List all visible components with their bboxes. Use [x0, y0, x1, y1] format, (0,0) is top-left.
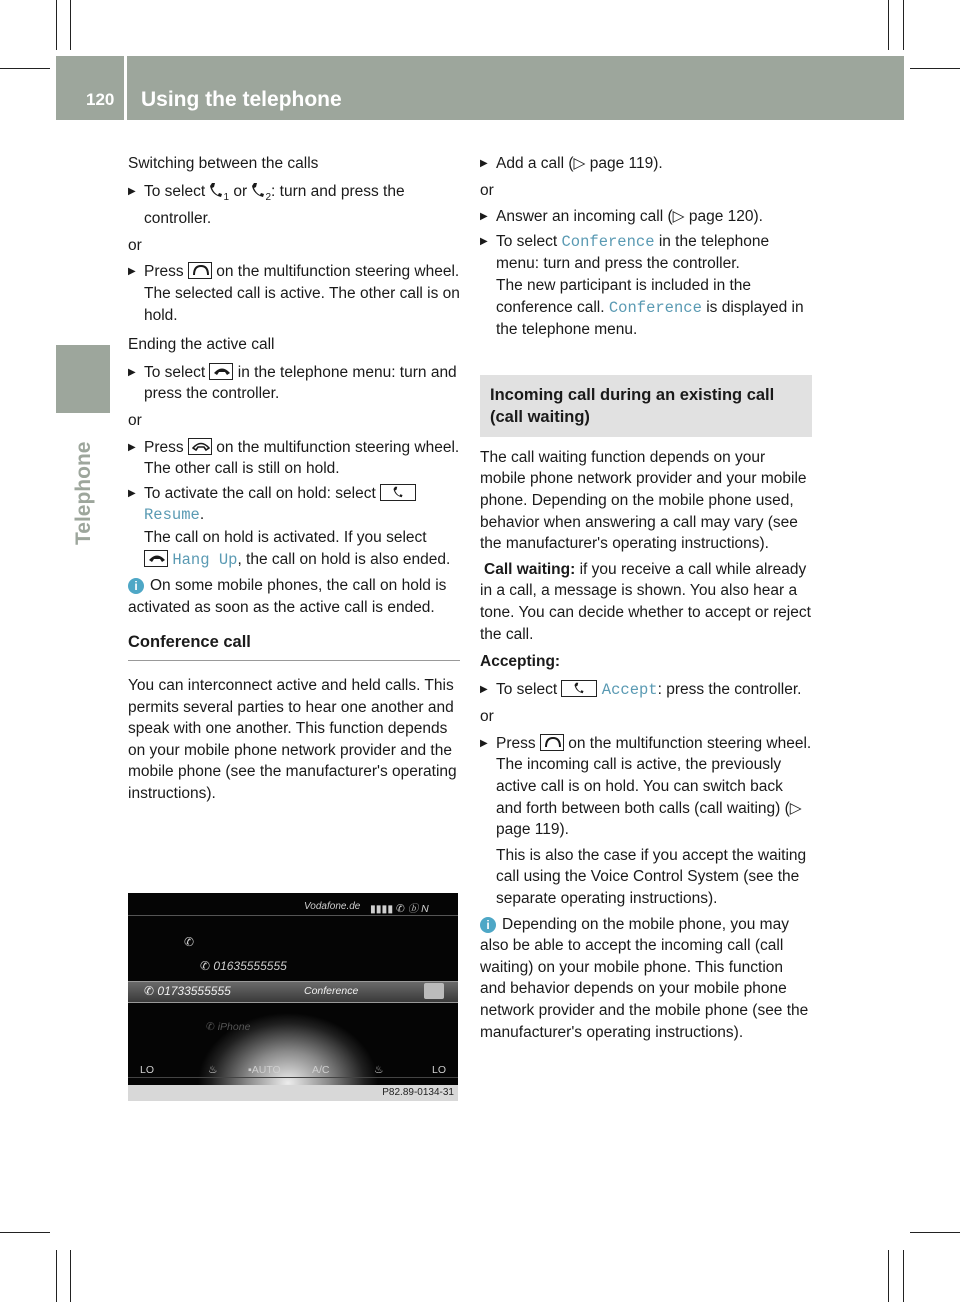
image-ref-code: P82.89-0134-31 [382, 1087, 454, 1098]
info-note [128, 575, 460, 618]
text: in the telephone menu: turn and press the controller. [144, 363, 457, 403]
text: AUTO [251, 1064, 281, 1076]
info-note [480, 914, 812, 1044]
device-name [206, 1021, 250, 1033]
text: or [233, 182, 248, 200]
text: 01733555555 [157, 984, 231, 998]
ac-indicator: A/C [312, 1064, 330, 1076]
hang-up-menu-item: Hang Up [172, 550, 238, 569]
crop-mark [56, 1250, 57, 1302]
signal-indicator: ▮▮▮▮ ✆ ⓑ N [370, 903, 429, 915]
text: To activate the call on hold: select [144, 484, 376, 502]
held-call-number [200, 959, 287, 973]
crop-mark [888, 1250, 889, 1302]
list-item [128, 362, 460, 405]
crop-mark [70, 0, 71, 50]
text: Press [144, 263, 184, 281]
crop-mark [903, 1250, 904, 1302]
text: if you receive a call while already in a call, a message is shown. You also hear a tone. You can decide whether to accept or reject the call. [480, 560, 811, 643]
section-heading-box: Incoming call during an existing call (call waiting) [480, 375, 812, 437]
or-text: or [128, 236, 142, 254]
resume-menu-item: Resume [144, 506, 200, 525]
info-icon: i [480, 917, 496, 933]
side-tab-block [56, 345, 110, 413]
conference-menu-item: Conference [608, 298, 702, 317]
list-item [480, 679, 812, 702]
crop-mark [0, 1232, 50, 1233]
crop-mark [888, 0, 889, 50]
crop-mark [903, 0, 904, 50]
climate-line [128, 1077, 458, 1078]
text: To select [144, 363, 206, 381]
phone-handset-icon [380, 484, 416, 501]
text: To select [496, 680, 558, 698]
conference-heading: Conference call [128, 633, 251, 652]
side-tab-label: Telephone [72, 441, 95, 545]
seat-heat-right-icon: ♨ [374, 1064, 384, 1076]
text: Depending on the mobile phone, you may also be able to accept the incoming call (call waiting) on your mobile phone. This function and behavior depends on your mobile phone network provider and the mobile phone (see the manufacturer's operating instructions). [480, 915, 809, 1041]
header-divider [124, 56, 127, 120]
text: The other call is still on hold. [144, 460, 340, 478]
switch-intro: Switching between the calls [128, 155, 319, 172]
text: iPhone [217, 1021, 251, 1033]
phone-icon: ✆ [206, 1021, 218, 1033]
right-column [480, 153, 812, 1043]
left-column [128, 153, 460, 805]
text: The call on hold is activated. If you select [144, 529, 427, 546]
text: The incoming call is active, the previously active call is on hold. You can switch back and forth between both calls (call waiting) (▷ page 119). [496, 756, 802, 839]
page-title: Using the telephone [141, 88, 342, 111]
info-icon: i [128, 578, 144, 594]
or-text: or [480, 181, 494, 199]
text: On some mobile phones, the call on hold is activated as soon as the active call is ended. [128, 577, 447, 616]
text: This is also the case if you accept the waiting call using the Voice Control System (see the separate operating instructions). [496, 846, 807, 908]
text: To select [496, 232, 558, 250]
list-item [128, 437, 460, 480]
end-intro: Ending the active call [128, 336, 275, 354]
provider-name: Vodafone.de [304, 901, 361, 912]
text: To select [144, 182, 206, 200]
temp-left: LO [140, 1064, 155, 1076]
conference-label: Conference [304, 985, 359, 997]
or-text: or [480, 708, 494, 726]
subscript: 1 [223, 191, 230, 203]
text: : press the controller. [657, 680, 802, 698]
text: Press [144, 438, 184, 456]
list-item: ▶ Answer an incoming call (▷ page 120). [480, 206, 812, 228]
text: , the call on hold is also ended. [237, 550, 451, 568]
call-waiting-paragraph: The call waiting function depends on your mobile phone network provider and your mobile phone. Depending on the mobile phone used, behavior when answering a call may vary (see the manufacturer's operating instructions). [480, 448, 807, 553]
end-call-icon [209, 363, 233, 380]
auto-mode: ▪AUTO [248, 1064, 281, 1076]
call-hold-icon: ✆ [184, 935, 195, 949]
text: on the multifunction steering wheel. [216, 263, 460, 281]
phone-handset-icon: ✆ [200, 959, 214, 973]
text: is displayed in the telephone menu. [496, 298, 804, 339]
phone-handset-icon: ✆ [144, 984, 158, 998]
text: The selected call is active. The other call is on hold. [144, 285, 460, 324]
end-call-icon [424, 983, 444, 999]
accepting-heading: Accepting: [480, 653, 561, 671]
list-item [128, 181, 460, 230]
crop-mark [56, 0, 57, 50]
end-call-key-icon [188, 438, 212, 455]
temp-right: LO [432, 1064, 447, 1076]
text: in the telephone menu: turn and press the controller. [496, 232, 770, 273]
text: on the multifunction steering wheel. [216, 438, 460, 456]
phone-handset-icon [561, 680, 597, 697]
list-item [128, 483, 460, 571]
or-text: or [128, 412, 142, 430]
text: Press [496, 734, 536, 752]
call-waiting-description [480, 559, 812, 645]
call-waiting-label: Call waiting: [484, 560, 576, 578]
list-item [480, 733, 812, 910]
text: The new participant is included in the conference call. [496, 276, 752, 316]
end-call-icon [144, 550, 168, 567]
seat-heat-left-icon: ♨ [208, 1064, 218, 1076]
text: on the multifunction steering wheel. [568, 734, 812, 752]
crop-mark [910, 1232, 960, 1233]
crop-mark [70, 1250, 71, 1302]
list-item [128, 261, 460, 326]
section-rule [128, 660, 460, 661]
phone-handset-icon [251, 182, 265, 198]
head-unit-screenshot [128, 893, 458, 1101]
page-number: 120 [86, 90, 115, 109]
accept-menu-item: Accept [601, 680, 658, 699]
phone-handset-icon [209, 182, 223, 198]
conference-paragraph: You can interconnect active and held calls. This permits several parties to hear one another and speak with one another. This function depends on your mobile phone network provider and the mobile phone (see the manufacturer's operating instructions). [128, 676, 457, 802]
crop-mark [0, 68, 50, 69]
list-item: ▶ Add a call (▷ page 119). [480, 153, 812, 175]
phone-accept-key-icon [540, 734, 564, 751]
text: : turn and press the controller. [144, 182, 405, 228]
text: . [199, 506, 205, 524]
conference-menu-item: Conference [561, 232, 655, 251]
active-call-number [144, 984, 231, 998]
phone-accept-key-icon [188, 262, 212, 279]
crop-mark [910, 68, 960, 69]
text: 01635555555 [213, 959, 287, 973]
subscript: 2 [265, 191, 272, 203]
list-item [480, 231, 812, 341]
